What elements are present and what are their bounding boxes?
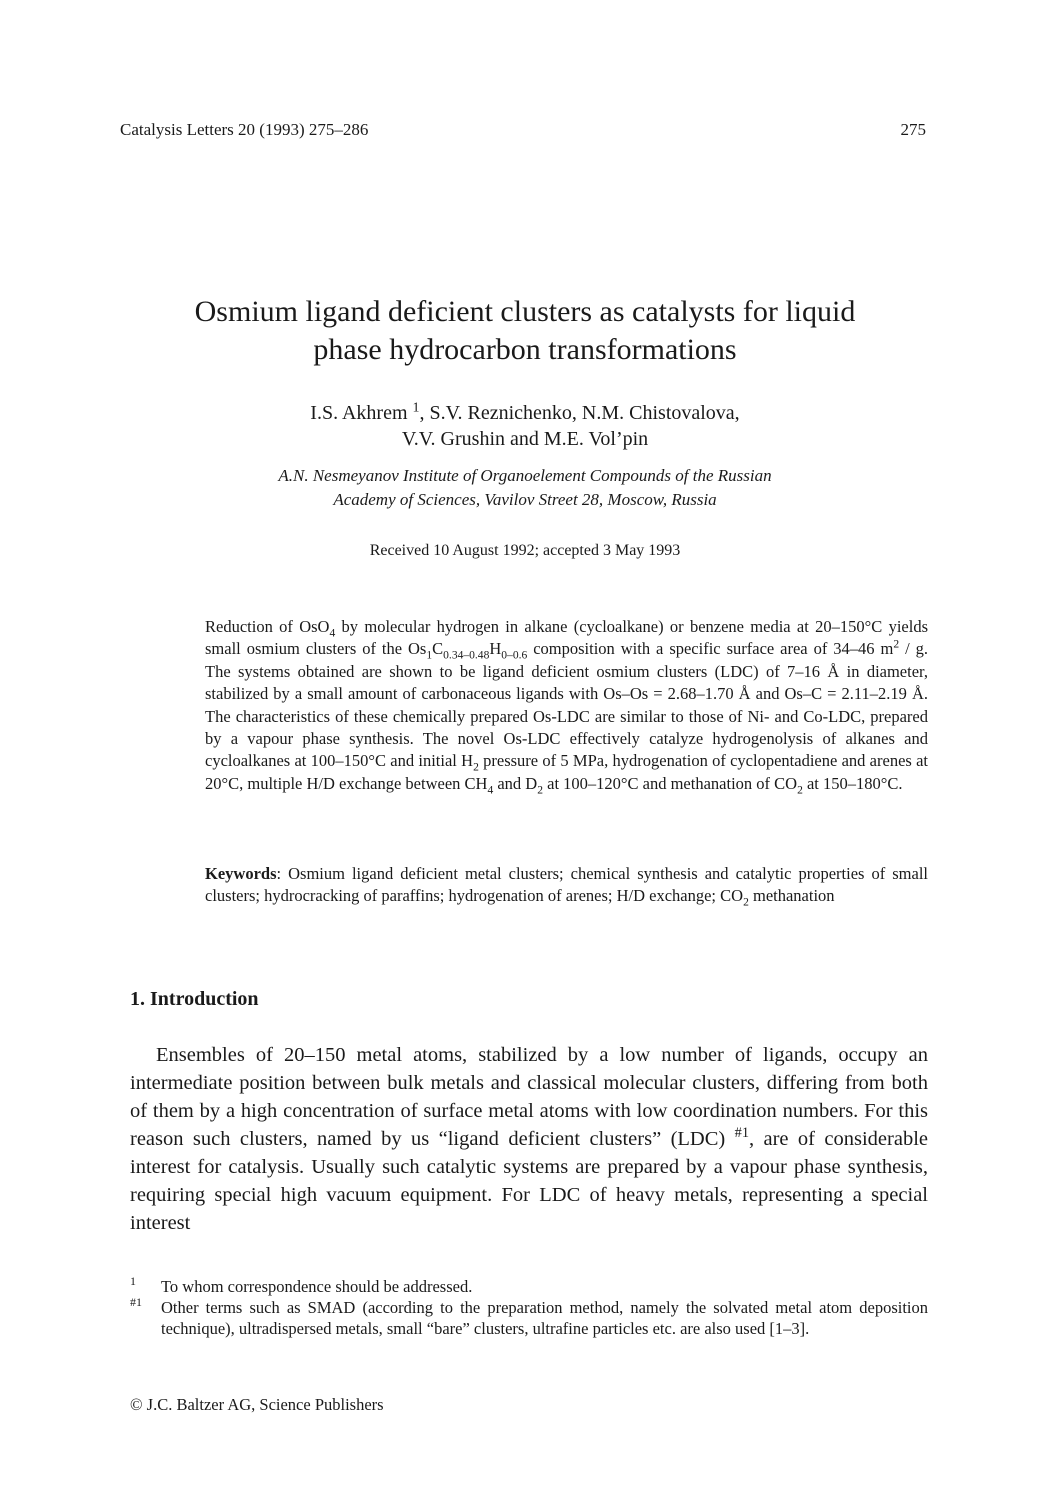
abstract-text: Reduction of OsO (205, 617, 330, 636)
subscript: 0.34–0.48 (443, 649, 490, 662)
authors-line-1 (120, 400, 930, 426)
journal-citation: Catalysis Letters 20 (1993) 275–286 (120, 120, 369, 139)
body-text: Ensembles of 20–150 metal atoms, stabilized by a low number of ligands, occupy an intermediate position between bulk metals and classical molecular clusters, differing from both of them by a high concentration of surface metal atoms with low coordination numbers. For this reason such clusters, named by us “ligand deficient clusters” (LDC) (130, 1044, 928, 1150)
footnote-mark: 1 (130, 1274, 136, 1288)
running-header (0, 120, 1050, 144)
keywords-text: : Osmium ligand deficient metal clusters; chemical synthesis and catalytic properties of small clusters; hydrocracking of paraffins; hydrogenation of arenes; H/D exchange; CO (205, 864, 928, 906)
footnote-text: Other terms such as SMAD (according to the preparation method, namely the solvated metal atom deposition technique), ultradispersed metals, small “bare” clusters, ultrafine particles etc. are also used [1–3]. (161, 1298, 928, 1338)
abstract-text: and D (493, 773, 538, 793)
abstract-text: pressure of 5 MPa, hydrogenation of cyclopentadiene and arenes at 20°C, multiple H/D exchange between CH (205, 751, 928, 793)
title-line-1: Osmium ligand deficient clusters as catalysts for liquid (194, 295, 856, 328)
footnote-text: To whom correspondence should be addressed. (161, 1277, 473, 1296)
subscript: 1 (426, 649, 433, 662)
abstract-text: composition with a specific surface area of 34–46 m (527, 639, 894, 659)
subscript: 2 (797, 784, 803, 797)
author-list (120, 400, 930, 452)
authors-line-2: V.V. Grushin and M.E. Vol’pin (401, 428, 649, 450)
subscript: 4 (329, 627, 336, 640)
footnote (130, 1276, 928, 1297)
subscript: 2 (537, 784, 544, 797)
page-number: 275 (900, 120, 926, 139)
subscript: 4 (487, 784, 494, 797)
abstract (205, 616, 928, 795)
keywords (205, 863, 928, 908)
subscript: 0–0.6 (501, 649, 528, 662)
received-dates: Received 10 August 1992; accepted 3 May 1993 (369, 542, 681, 559)
abstract-text: / g. The systems obtained are shown to be ligand deficient osmium clusters (LDC) of 7–16 Å in diameter, stabilized by a small amount of carbonaceous ligands with Os–Os = 2.68–1.70 Å and Os–C = 2.11–2.19 Å. The characteristics of these chemically prepared Os-LDC are similar to those of Ni- and Co-LDC, prepared by a vapour phase synthesis. The novel Os-LDC effectively catalyze hydrogenolysis of alkanes and cycloalkanes at 100–150°C and initial H (205, 639, 928, 771)
superscript: 2 (893, 638, 900, 651)
body-text: , are of considerable interest for catalysis. Usually such catalytic systems are prepared by a vapour phase synthesis, requiring special high vacuum equipment. For LDC of heavy metals, representing a special interest (130, 1128, 929, 1234)
affiliation-line-1: A.N. Nesmeyanov Institute of Organoelement Compounds of the Russian (278, 466, 772, 485)
abstract-text: C (432, 639, 444, 659)
footnote-reference: #1 (734, 1125, 749, 1142)
affiliation (120, 464, 930, 512)
keywords-label: Keywords (205, 864, 277, 883)
section-heading: 1. Introduction (130, 988, 259, 1010)
authors-rest: , S.V. Reznichenko, N.M. Chistovalova, (419, 402, 740, 424)
subscript: 2 (473, 761, 479, 774)
keywords-tail: methanation (748, 886, 835, 906)
author-footnote-mark: 1 (412, 400, 420, 416)
abstract-text: H (489, 639, 502, 659)
abstract-text: by molecular hydrogen in alkane (cycloalkane) or benzene media at 20–150°C yields small osmium clusters of the Os (205, 617, 928, 659)
copyright-notice: © J.C. Baltzer AG, Science Publishers (130, 1395, 384, 1414)
first-author: I.S. Akhrem (310, 402, 408, 424)
subscript: 2 (743, 896, 749, 909)
footnote-mark: #1 (130, 1295, 142, 1309)
title-line-2: phase hydrocarbon transformations (313, 333, 737, 366)
abstract-text: at 100–120°C and methanation of CO (543, 773, 798, 793)
footnote (130, 1297, 928, 1339)
footnotes (130, 1276, 928, 1339)
abstract-text: at 150–180°C. (802, 773, 903, 793)
article-title (120, 293, 930, 369)
affiliation-line-2: Academy of Sciences, Vavilov Street 28, Moscow, Russia (333, 490, 717, 509)
introduction-paragraph (130, 1041, 928, 1237)
